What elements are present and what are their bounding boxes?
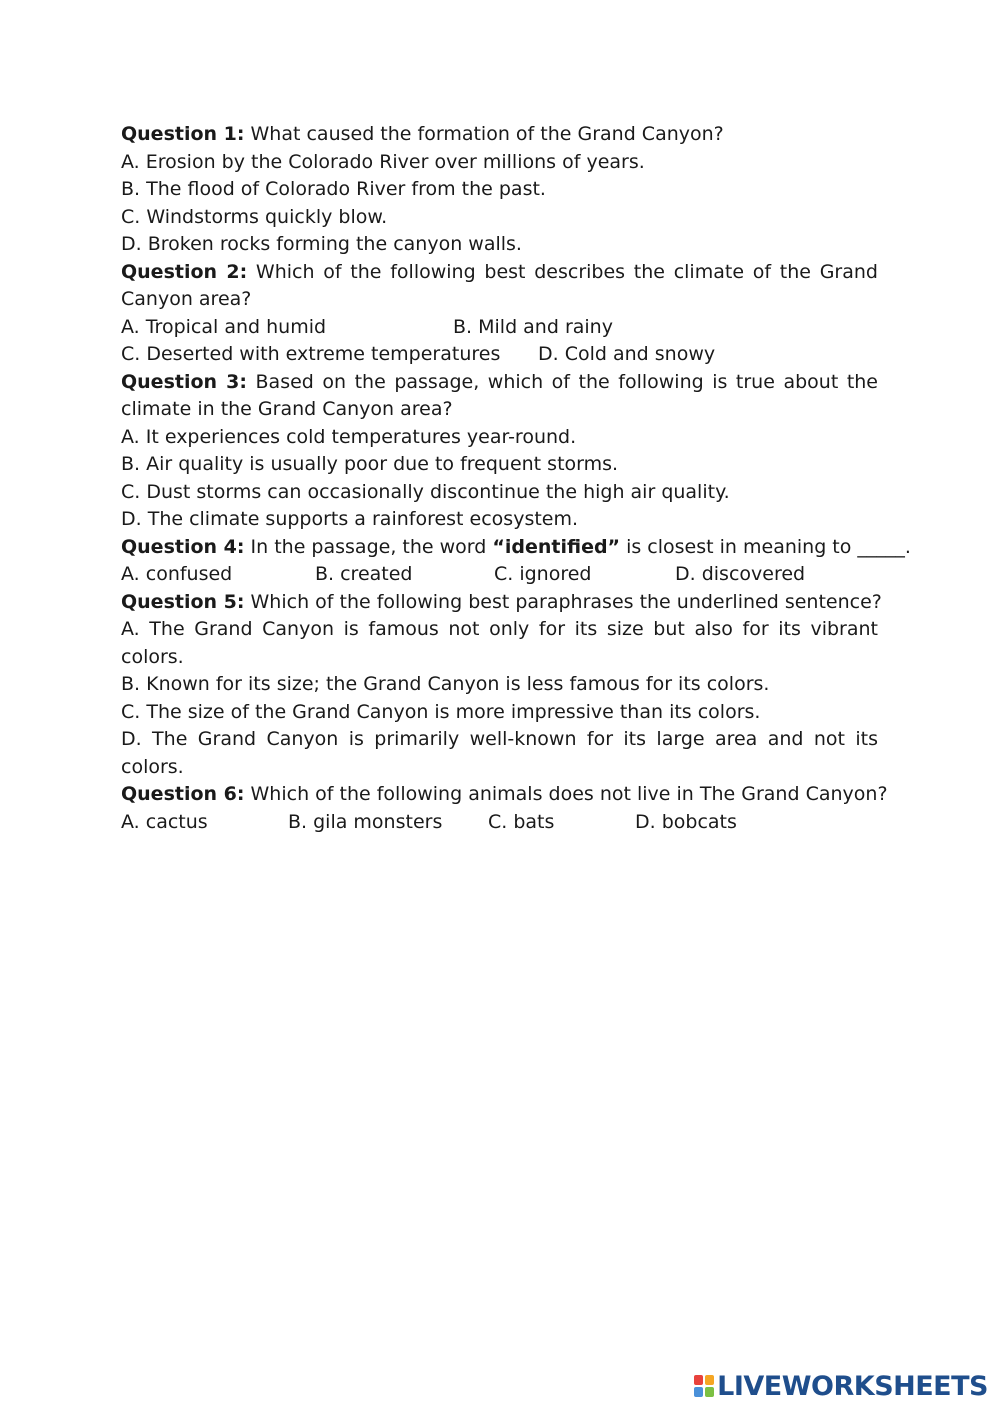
option-5d: D. The Grand Canyon is primarily well-known for its large area and not its colors. bbox=[121, 728, 878, 778]
option-1d: D. Broken rocks forming the canyon walls. bbox=[121, 233, 522, 255]
question-text-after: is closest in meaning to _____. bbox=[620, 535, 911, 558]
option-3d: D. The climate supports a rainforest ecosystem. bbox=[121, 508, 579, 530]
option-3b: B. Air quality is usually poor due to frequent storms. bbox=[121, 453, 619, 475]
question-keyword: “identified” bbox=[492, 535, 621, 558]
question-6 bbox=[121, 781, 888, 809]
option-5c: C. The size of the Grand Canyon is more impressive than its colors. bbox=[121, 700, 761, 723]
option-1b: B. The flood of Colorado River from the past. bbox=[121, 178, 546, 200]
question-label: Question 6: bbox=[121, 783, 245, 805]
question-text: Which of the following animals does not live in The Grand Canyon? bbox=[244, 783, 888, 805]
question-3 bbox=[121, 369, 878, 424]
question-text: Based on the passage, which of the following is true about the climate in the Grand Canyon area? bbox=[121, 370, 878, 420]
option-3a: A. It experiences cold temperatures year-round. bbox=[121, 425, 577, 448]
option-3c: C. Dust storms can occasionally discontinue the high air quality. bbox=[121, 480, 730, 503]
question-label: Question 3: bbox=[121, 370, 247, 393]
options-row-4 bbox=[121, 561, 878, 589]
option-6c: C. bats bbox=[488, 810, 555, 833]
question-text: Which of the following best describes the climate of the Grand Canyon area? bbox=[121, 260, 878, 310]
question-5 bbox=[121, 589, 882, 617]
option-1a: A. Erosion by the Colorado River over millions of years. bbox=[121, 150, 645, 173]
question-text: What caused the formation of the Grand Canyon? bbox=[244, 123, 724, 145]
question-label: Question 4: bbox=[121, 535, 245, 558]
option-6a: A. cactus bbox=[121, 810, 208, 833]
option-2b: B. Mild and rainy bbox=[453, 315, 613, 338]
option-2a: A. Tropical and humid bbox=[121, 315, 327, 338]
option-5a: A. The Grand Canyon is famous not only for its size but also for its vibrant colors. bbox=[121, 618, 878, 668]
question-label: Question 1: bbox=[121, 123, 245, 145]
liveworksheets-mark-icon bbox=[694, 1375, 714, 1397]
question-text: Which of the following best paraphrases the underlined sentence? bbox=[244, 590, 882, 613]
question-4 bbox=[121, 534, 911, 562]
option-4b: B. created bbox=[315, 563, 413, 585]
question-text-before: In the passage, the word bbox=[244, 535, 493, 558]
liveworksheets-logo bbox=[694, 1370, 988, 1402]
option-1c: C. Windstorms quickly blow. bbox=[121, 205, 388, 228]
option-2c: C. Deserted with extreme temperatures bbox=[121, 343, 501, 365]
option-5b: B. Known for its size; the Grand Canyon is less famous for its colors. bbox=[121, 673, 770, 695]
question-2 bbox=[121, 259, 878, 314]
option-4d: D. discovered bbox=[675, 563, 806, 585]
liveworksheets-logo-text: LIVEWORKSHEETS bbox=[717, 1370, 988, 1402]
options-row-6 bbox=[121, 809, 878, 837]
question-1 bbox=[121, 121, 878, 149]
option-2d: D. Cold and snowy bbox=[538, 343, 716, 365]
option-6d: D. bobcats bbox=[635, 810, 737, 833]
options-row-2a bbox=[121, 314, 878, 342]
worksheet-questions bbox=[121, 121, 911, 836]
option-6b: B. gila monsters bbox=[288, 810, 443, 833]
options-row-2b bbox=[121, 341, 878, 369]
question-label: Question 2: bbox=[121, 260, 248, 283]
option-4c: C. ignored bbox=[494, 563, 592, 585]
option-4a: A. confused bbox=[121, 563, 233, 585]
question-label: Question 5: bbox=[121, 590, 245, 613]
